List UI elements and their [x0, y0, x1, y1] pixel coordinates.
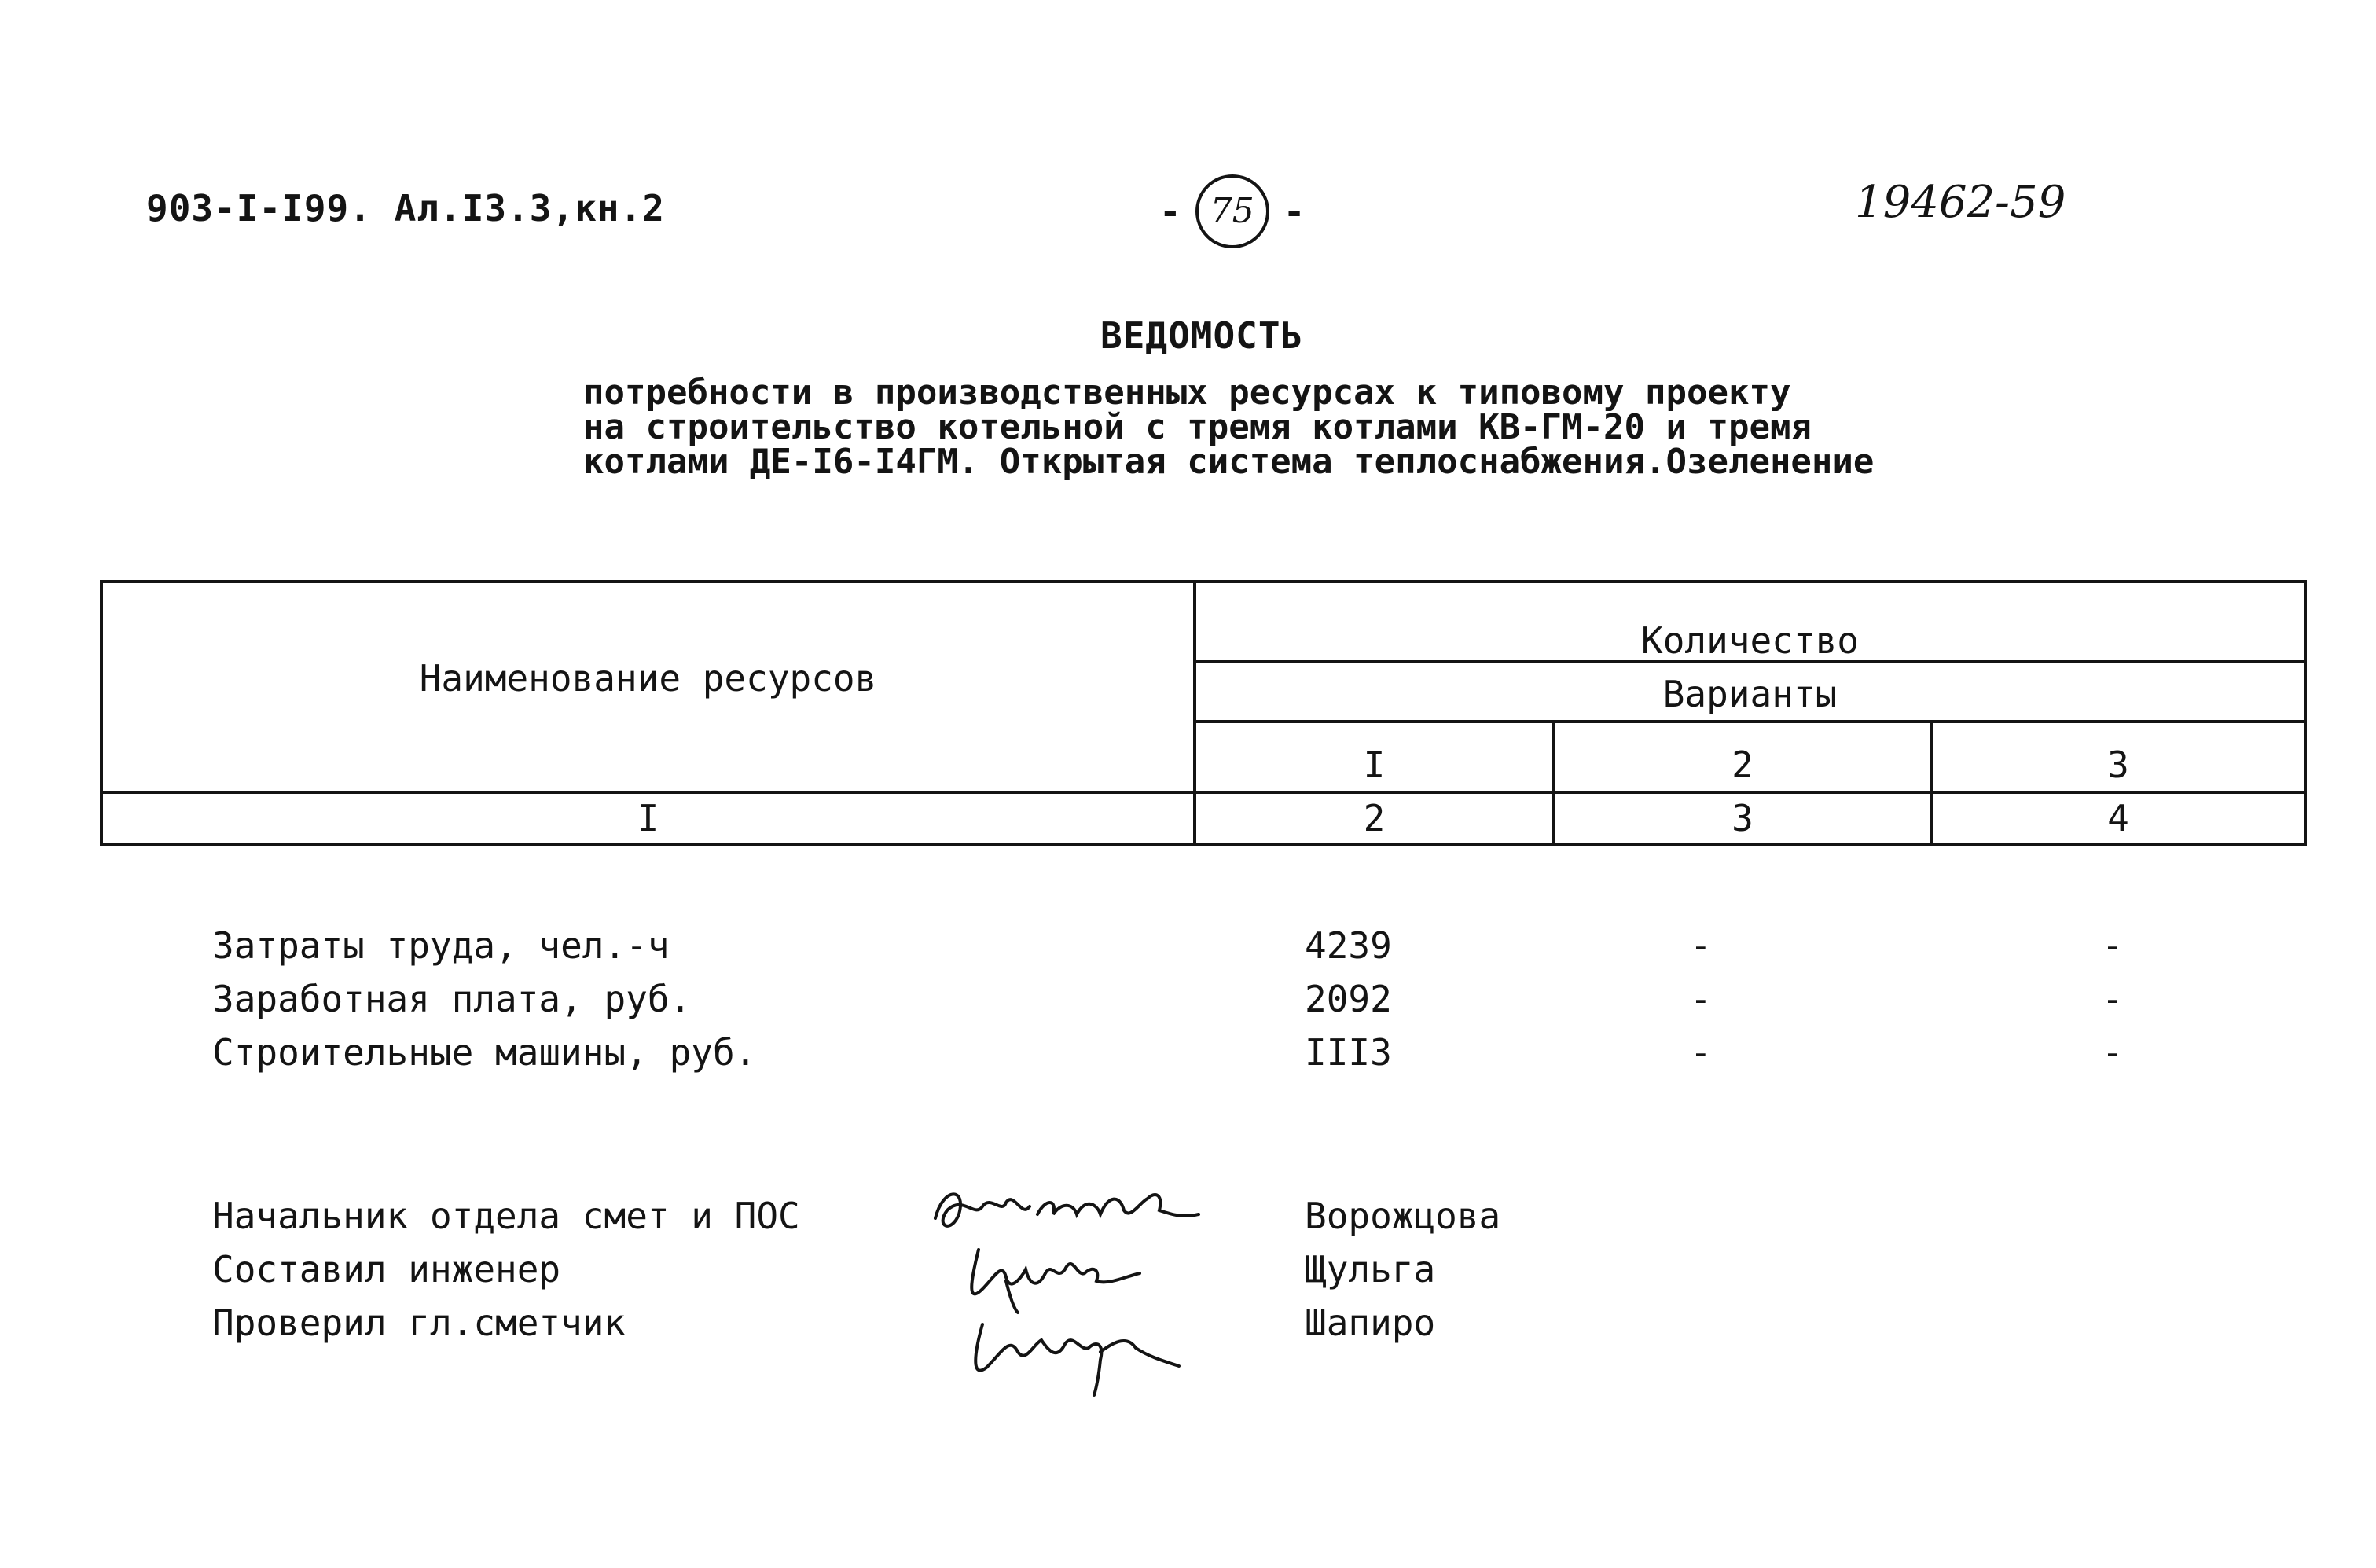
column-number-2: 2	[1363, 797, 1386, 839]
table-border-top	[100, 580, 2307, 583]
archive-number: 19462-59	[1855, 177, 2066, 228]
row-value-variant-2: -	[1690, 978, 1712, 1020]
row-name-labor: Затраты труда, чел.-ч	[212, 924, 670, 967]
document-title: ВЕДОМОСТЬ	[1100, 314, 1304, 357]
subtitle-line-1: потребности в производственных ресурсах к типовому проекту	[583, 373, 1791, 413]
column-number-3: 3	[1732, 797, 1754, 839]
row-value-variant-3: -	[2102, 1031, 2124, 1074]
page-number-dash-left: -	[1159, 190, 1181, 233]
handwritten-signature-3	[959, 1305, 1195, 1399]
page-number	[1159, 174, 1305, 248]
signature-name: Шапиро	[1305, 1302, 1436, 1344]
table-line-under-variants	[1193, 720, 2307, 723]
signature-position: Начальник отдела смет и ПОС	[212, 1195, 800, 1237]
row-value-variant-3: -	[2102, 978, 2124, 1020]
header-resource-name: Наименование ресурсов	[419, 657, 877, 700]
column-number-1: I	[637, 797, 659, 839]
resource-table-header	[100, 580, 2307, 846]
document-code: 903-I-I99. Ал.I3.3,кн.2	[146, 187, 665, 230]
row-name-machines: Строительные машины, руб.	[212, 1031, 757, 1074]
table-line-above-column-numbers	[100, 791, 2307, 794]
column-number-4: 4	[2107, 797, 2129, 839]
signature-position: Проверил гл.сметчик	[212, 1302, 626, 1344]
header-quantity: Количество	[1641, 619, 1859, 662]
header-variant-3: 3	[2107, 744, 2129, 786]
row-value-variant-1: 4239	[1305, 924, 1392, 967]
page-number-dash-right: -	[1283, 190, 1306, 233]
subtitle-line-3: котлами ДЕ-I6-I4ГМ. Открытая система теплоснабжения.Озеленение	[583, 442, 1875, 482]
signature-name: Ворожцова	[1305, 1195, 1501, 1237]
table-border-bottom	[100, 843, 2307, 846]
subtitle-line-2: на строительство котельной с тремя котлами КВ-ГМ-20 и тремя	[583, 407, 1812, 447]
row-value-variant-2: -	[1690, 924, 1712, 967]
row-name-wages: Заработная плата, руб.	[212, 978, 692, 1020]
row-value-variant-1: 2092	[1305, 978, 1392, 1020]
row-value-variant-2: -	[1690, 1031, 1712, 1074]
signature-name: Щульга	[1305, 1248, 1436, 1291]
document-subtitle	[583, 373, 1875, 482]
table-border-right	[2304, 580, 2307, 846]
header-variant-1: I	[1363, 744, 1386, 786]
signature-position: Составил инженер	[212, 1248, 561, 1291]
row-value-variant-3: -	[2102, 924, 2124, 967]
header-variant-2: 2	[1732, 744, 1754, 786]
row-value-variant-1: III3	[1305, 1031, 1392, 1074]
page-number-circle: 75	[1195, 174, 1269, 248]
header-variants: Варианты	[1662, 673, 1838, 715]
